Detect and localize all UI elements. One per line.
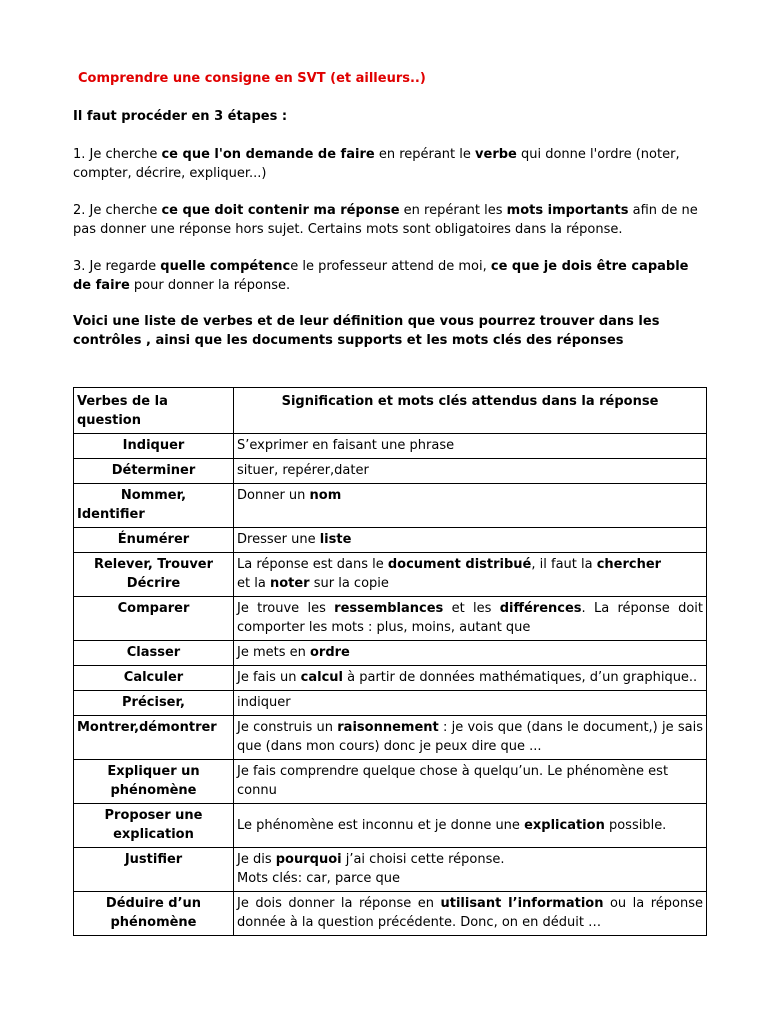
verb-line: Décrire [126, 576, 181, 591]
step-3-text: 3. Je regarde [73, 259, 161, 274]
definition-text: sur la copie [309, 576, 389, 591]
step-1-text: 1. Je cherche [73, 147, 162, 162]
definition-cell: Je fais comprendre quelque chose à quelqu’un. Le phénomène est connu [234, 760, 707, 804]
verb-cell: Déterminer [74, 459, 234, 484]
column-header-meaning: Signification et mots clés attendus dans la réponse [234, 388, 707, 434]
definition-text: Je fais un [237, 670, 301, 685]
verb-line: phénomène [110, 915, 197, 930]
table-row [74, 641, 707, 666]
step-3-text: pour donner la réponse. [129, 278, 291, 293]
verb-line: explication [113, 827, 194, 842]
step-1-emphasis: ce que l'on demande de faire [161, 147, 375, 162]
definition-keyword: chercher [596, 557, 662, 572]
verb-cell: Comparer [74, 597, 234, 641]
table-header-row [74, 388, 707, 434]
definition-keyword: explication [524, 817, 605, 833]
verb-line: Relever, Trouver [93, 557, 214, 572]
step-1-paragraph [73, 145, 698, 183]
definition-cell [234, 848, 707, 892]
steps-heading: Il faut procéder en 3 étapes : [73, 109, 288, 124]
table-row [74, 597, 707, 641]
definition-cell [234, 484, 707, 528]
definition-text: j’ai choisi cette réponse. [341, 852, 505, 867]
definition-text: Je dis [237, 852, 276, 867]
definition-text: Je trouve les [237, 601, 335, 616]
verb-line: Expliquer un [107, 764, 200, 779]
verb-cell: Préciser, [74, 691, 234, 716]
verb-cell [74, 760, 234, 804]
column-header-verb: Verbes de la question [74, 388, 234, 434]
verb-cell: Classer [74, 641, 234, 666]
definition-keyword: différences [499, 601, 582, 616]
table-row [74, 716, 707, 760]
definition-cell [234, 528, 707, 553]
table-row [74, 459, 707, 484]
step-2-text: en repérant les [399, 203, 507, 218]
table-row [74, 666, 707, 691]
table-row [74, 760, 707, 804]
definition-keyword: raisonnement [337, 720, 439, 735]
table-row [74, 892, 707, 936]
verb-line: phénomène [110, 783, 197, 798]
verb-cell: Montrer,démontrer [74, 716, 234, 760]
definition-text: Je mets en [237, 645, 310, 660]
step-2-text: 2. Je cherche [73, 203, 162, 218]
definition-cell [234, 641, 707, 666]
definition-cell [234, 553, 707, 597]
verb-cell: Calculer [74, 666, 234, 691]
verb-cell [74, 553, 234, 597]
verbs-table [73, 387, 707, 936]
definition-cell [234, 892, 707, 936]
verb-cell [74, 892, 234, 936]
verb-line: Proposer une [104, 808, 203, 823]
definition-cell [234, 597, 707, 641]
definition-text: Je dois donner la réponse en [237, 896, 441, 911]
definition-keyword: ordre [310, 645, 350, 660]
definition-text: et les [443, 601, 500, 616]
verb-cell [74, 804, 234, 848]
step-3-paragraph [73, 257, 698, 295]
step-3-emphasis: ce que je dois être capable de faire [73, 259, 689, 293]
step-1-text: en repérant le [374, 147, 476, 162]
definition-cell: situer, repérer,dater [234, 459, 707, 484]
definition-text: . La réponse doit comporter les mots : plus, moins, autant que [237, 601, 703, 635]
definition-cell [234, 666, 707, 691]
table-row [74, 528, 707, 553]
definition-keyword: ressemblances [334, 601, 444, 616]
step-3-emphasis: quelle compétenc [160, 259, 291, 274]
definition-text: Je construis un [237, 720, 338, 735]
table-row [74, 691, 707, 716]
definition-text: Donner un [237, 488, 310, 503]
definition-text: à partir de données mathématiques, d’un graphique.. [343, 670, 698, 685]
definition-text: La réponse est dans le [237, 557, 388, 572]
document-title: Comprendre une consigne en SVT (et ailleurs..) [78, 71, 426, 86]
step-2-emphasis: ce que doit contenir ma réponse [161, 203, 400, 218]
table-row [74, 484, 707, 528]
definition-cell [234, 716, 707, 760]
step-1-emphasis: verbe [475, 147, 517, 162]
definition-keyword: pourquoi [275, 852, 342, 867]
verb-cell: Justifier [74, 848, 234, 892]
table-row [74, 804, 707, 848]
definition-text: : je vois que (dans le document,) je sais que (dans mon cours) donc je peux dire que ... [237, 720, 703, 754]
definition-keyword: calcul [300, 670, 343, 685]
verb-line: Déduire d’un [105, 896, 202, 911]
definition-text: ou la réponse donnée à la question précédente. Donc, on en déduit … [237, 896, 703, 930]
table-row [74, 434, 707, 459]
definition-cell: S’exprimer en faisant une phrase [234, 434, 707, 459]
definition-text: Mots clés: car, parce que [237, 871, 400, 886]
table-row [74, 848, 707, 892]
definition-keyword: liste [319, 532, 352, 547]
verb-cell: Indiquer [74, 434, 234, 459]
definition-text: Le phénomène est inconnu et je donne une [237, 817, 525, 833]
verb-cell: Énumérer [74, 528, 234, 553]
step-3-text: e le professeur attend de moi, [290, 259, 491, 274]
definition-keyword: nom [309, 488, 342, 503]
definition-text: possible. [604, 817, 667, 833]
verb-line: Identifier [77, 507, 145, 522]
intro-paragraph: Voici une liste de verbes et de leur définition que vous pourrez trouver dans les contrôles , ainsi que les documents supports et les mots clés des réponses [73, 314, 660, 348]
definition-text: , il faut la [531, 557, 597, 572]
verb-line: Nommer, [120, 488, 187, 503]
definition-keyword: noter [269, 576, 310, 591]
verb-cell [74, 484, 234, 528]
definition-keyword: document distribué [387, 557, 532, 572]
definition-text: et la [237, 576, 270, 591]
step-2-emphasis: mots importants [506, 203, 629, 218]
definition-text: Dresser une [237, 532, 320, 547]
step-2-text: afin de ne pas donner une réponse hors sujet. Certains mots sont obligatoires dans la réponse. [73, 203, 698, 237]
step-1-text: qui donne l'ordre (noter, compter, décrire, expliquer...) [73, 147, 680, 181]
definition-cell [234, 804, 707, 848]
definition-keyword: utilisant l’information [440, 896, 604, 911]
table-row [74, 553, 707, 597]
step-2-paragraph [73, 201, 698, 239]
definition-cell: indiquer [234, 691, 707, 716]
